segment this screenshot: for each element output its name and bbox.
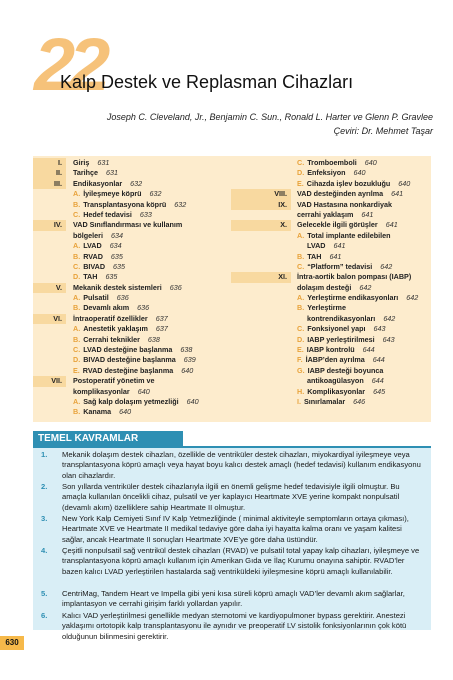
toc-letter: C. (297, 261, 305, 271)
toc-entry-text (73, 303, 149, 313)
toc-page-number: 639 (183, 355, 196, 365)
key-concept-text: Kalıcı VAD yerleştirilmesi genellikle medyan sternotomi ve kardiyopulmoner bypass gerektirir. Anestezi yaklaşımı ortotopik kalp transplantasyonu ile aynıdır ve preoperatif LV sistolik fonksiyonlarının çok kötü olduğunun bilinmesini gerektirir. (62, 611, 407, 641)
toc-page-number: 645 (373, 386, 386, 396)
key-concept-text: New York Kalp Cemiyeti Sınıf IV Kalp Yetmezliğinde ( minimal aktiviteyle semptomların ortaya çıkması), Heartmate XVE ve Heartmate II medikal tedaviye göre daha iyi hayatta kalma oranı ve yaşam kalitesi sağlar, ancak Heartmate II sonuçları Heartmate XVE’ye göre daha üstündür. (62, 514, 409, 544)
toc-letter: A. (297, 293, 305, 303)
toc-entry (231, 200, 431, 210)
toc-roman-numeral (231, 293, 291, 303)
toc-entry-text (73, 283, 182, 293)
toc-entry (33, 293, 233, 303)
toc-entry-text (297, 189, 403, 199)
toc-title: Fonksiyonel yapı (307, 324, 366, 334)
toc-title: RVAD desteğine başlanma (82, 365, 174, 375)
toc-roman-numeral (33, 366, 66, 376)
toc-letter: B. (297, 251, 305, 261)
toc-entry (231, 345, 431, 355)
toc-entry-text (73, 345, 192, 355)
toc-title: Hedef tedavisi (83, 209, 132, 219)
toc-page-number: 632 (130, 178, 143, 188)
toc-entry-text (73, 252, 123, 262)
chapter-translator: Çeviri: Dr. Mehmet Taşar (333, 126, 433, 136)
toc-entry (33, 179, 233, 189)
key-concept-text: Son yıllarda ventriküler destek cihazlarıyla ilgili en önemli gelişme hedef tedavisiyle ilgili olmuştur. Bu amaçla kullanılan öncelikli cihaz, pulsatil ve yer kaplayıcı Heartmate XVE yerine kompakt nonpulsatil (devamlı akım) özelliklere sahip Heartmate II olmuştur. (62, 482, 400, 512)
key-concept-text: Çeşitli nonpulsatil sağ ventrikül destek cihazları (RVAD) ve pulsatil total yapay kalp cihazları, iyileşmeye ve transplantasyona köprü amaçlı kullanım için Amerikan Gıda ve İlaç Kurumu onayına sahiptir. RVAD’ler bazen kalıcı LVAD yerleştirilen hastalarda sağ ventriküldeki iyileşmesine köprü amaçlı kullanılabilir. (62, 546, 420, 576)
toc-entry-text (297, 376, 384, 386)
toc-entry (33, 189, 233, 199)
toc-page-number: 640 (137, 386, 150, 396)
toc-title: İntraoperatif özellikler (73, 313, 148, 323)
toc-roman-numeral: II. (33, 168, 66, 178)
page-number: 630 (0, 636, 24, 650)
toc-entry (33, 252, 233, 262)
toc-letter: A. (297, 230, 305, 240)
toc-roman-numeral (231, 397, 291, 407)
toc-entry-text (297, 314, 395, 324)
toc-letter: A. (73, 293, 81, 303)
toc-page-number: 643 (373, 324, 386, 334)
toc-letter: D. (297, 168, 305, 178)
toc-page-number: 633 (139, 209, 152, 219)
toc-letter: F. (297, 355, 303, 365)
toc-title: RVAD (83, 251, 103, 261)
toc-letter: A. (73, 396, 81, 406)
toc-entry (33, 397, 233, 407)
toc-roman-numeral (231, 314, 291, 324)
toc-entry (33, 158, 233, 168)
toc-letter: E. (73, 365, 80, 375)
toc-title: VAD Sınıflandırması ve kullanım (73, 220, 183, 230)
toc-entry-text (297, 252, 341, 262)
toc-entry-text (73, 314, 168, 324)
toc-title: LVAD (83, 241, 102, 251)
toc-entry-text (297, 345, 375, 355)
toc-entry-text (73, 355, 196, 365)
toc-entry (231, 168, 431, 178)
toc-entry (231, 376, 431, 386)
toc-roman-numeral: XI. (231, 272, 291, 282)
toc-title: Devamlı akım (83, 303, 130, 313)
toc-roman-numeral (33, 200, 66, 210)
toc-entry-text (73, 293, 129, 303)
toc-roman-numeral (33, 293, 66, 303)
toc-entry (33, 241, 233, 251)
toc-entry (231, 272, 431, 282)
toc-entry (231, 252, 431, 262)
toc-entry-text (297, 303, 346, 313)
toc-entry (231, 241, 431, 251)
toc-roman-numeral (33, 324, 66, 334)
toc-title: Cihazda işlev bozukluğu (306, 178, 391, 188)
toc-letter: I. (297, 396, 301, 406)
toc-roman-numeral (33, 210, 66, 220)
toc-title: Endikasyonlar (73, 178, 123, 188)
toc-title: Total implante edilebilen (307, 230, 391, 240)
toc-entry-text (297, 231, 391, 241)
toc-page-number: 638 (147, 334, 160, 344)
toc-roman-numeral: III. (33, 179, 66, 189)
toc-roman-numeral (33, 345, 66, 355)
toc-page-number: 637 (155, 324, 168, 334)
toc-entry-text (297, 210, 373, 220)
key-concept-number: 4. (41, 546, 48, 555)
toc-roman-numeral (231, 376, 291, 386)
toc-entry (231, 220, 431, 230)
toc-roman-numeral (231, 241, 291, 251)
toc-roman-numeral (33, 407, 66, 417)
toc-entry (231, 262, 431, 272)
toc-title: TAH (83, 272, 98, 282)
toc-title: Tarihçe (73, 168, 99, 178)
toc-letter: D. (73, 272, 81, 282)
toc-entry (33, 220, 233, 230)
toc-letter: H. (297, 386, 305, 396)
toc-entry-text (73, 158, 109, 168)
toc-title: Yerleştirme (307, 303, 346, 313)
toc-roman-numeral (231, 231, 291, 241)
toc-roman-numeral (231, 252, 291, 262)
toc-letter: E. (297, 345, 304, 355)
toc-title: TAH (307, 251, 322, 261)
toc-letter: A. (73, 324, 81, 334)
toc-letter: A. (73, 189, 81, 199)
toc-letter: C. (297, 324, 305, 334)
toc-page-number: 635 (113, 261, 126, 271)
toc-entry-text (73, 335, 160, 345)
toc-page-number: 631 (106, 168, 119, 178)
toc-roman-numeral (33, 262, 66, 272)
toc-entry-text (297, 168, 366, 178)
toc-entry (33, 387, 233, 397)
toc-entry-text (73, 231, 123, 241)
toc-roman-numeral: VI. (33, 314, 66, 324)
toc-roman-numeral (33, 387, 66, 397)
toc-page-number: 641 (361, 209, 374, 219)
toc-entry-text (73, 272, 117, 282)
toc-title: BIVAD (83, 261, 106, 271)
toc-entry-text (73, 387, 150, 397)
toc-entry-text (73, 168, 118, 178)
toc-title: Sağ kalp dolaşım yetmezliği (83, 396, 179, 406)
table-of-contents (33, 156, 431, 422)
toc-page-number: 632 (174, 199, 187, 209)
toc-entry-text (73, 366, 193, 376)
toc-entry (231, 231, 431, 241)
key-concept-number: 1. (41, 450, 48, 459)
toc-entry (33, 283, 233, 293)
toc-entry-text (73, 179, 142, 189)
toc-entry (33, 366, 233, 376)
toc-entry-text (297, 262, 392, 272)
toc-entry (231, 335, 431, 345)
toc-entry (231, 314, 431, 324)
toc-entry (33, 168, 233, 178)
toc-page-number: 640 (186, 396, 199, 406)
toc-roman-numeral (33, 303, 66, 313)
toc-roman-numeral: X. (231, 220, 291, 230)
chapter-number: 22 (34, 23, 105, 106)
toc-entry (33, 210, 233, 220)
key-concepts-box (33, 448, 431, 641)
toc-page-number: 641 (333, 241, 346, 251)
toc-title: İyileşmeye köprü (83, 189, 142, 199)
toc-letter: C. (73, 209, 81, 219)
toc-entry (231, 397, 431, 407)
toc-title: VAD desteğinden ayrılma (297, 189, 384, 199)
toc-title: bölgeleri (73, 230, 103, 240)
toc-entry-text (297, 158, 377, 168)
toc-page-number: 642 (383, 313, 396, 323)
toc-roman-numeral (231, 324, 291, 334)
toc-page-number: 640 (181, 365, 194, 375)
toc-letter: A. (73, 241, 81, 251)
toc-title: Tromboemboli (307, 158, 357, 167)
toc-page-number: 641 (329, 251, 342, 261)
toc-letter: D. (297, 334, 305, 344)
toc-entry (231, 179, 431, 189)
toc-roman-numeral (33, 272, 66, 282)
toc-letter: D. (73, 355, 81, 365)
toc-roman-numeral (33, 335, 66, 345)
toc-entry-text (297, 366, 383, 376)
toc-page-number: 637 (155, 313, 168, 323)
key-concept-number: 5. (41, 589, 48, 598)
toc-page-number: 640 (398, 178, 411, 188)
toc-entry (231, 387, 431, 397)
toc-entry (33, 231, 233, 241)
toc-entry (33, 314, 233, 324)
key-concept-number: 6. (41, 611, 48, 620)
toc-title: Anestetik yaklaşım (83, 324, 148, 334)
toc-column-left (33, 158, 233, 418)
toc-entry-text (73, 262, 125, 272)
toc-title: Postoperatif yönetim ve (73, 376, 155, 386)
toc-entry-text (73, 376, 154, 386)
toc-title: İABP’den ayrılma (305, 355, 365, 365)
toc-title: VAD Hastasına nonkardiyak (297, 199, 392, 209)
toc-roman-numeral (33, 189, 66, 199)
toc-page-number: 641 (391, 189, 404, 199)
toc-entry (33, 272, 233, 282)
toc-title: Enfeksiyon (307, 168, 346, 178)
key-concept-text: CentriMag, Tandem Heart ve Impella gibi yeni kısa süreli köprü amaçlı VAD’ler devamlı akım sağlarlar, implantasyon ve cerrahi girişim farklı yollardan yapılır. (62, 589, 405, 609)
toc-title: Komplikasyonlar (307, 386, 366, 396)
toc-page-number: 635 (110, 251, 123, 261)
toc-entry-text (73, 324, 168, 334)
toc-roman-numeral (231, 168, 291, 178)
toc-entry-text (297, 387, 385, 397)
toc-title: LVAD (307, 241, 326, 251)
toc-entry-text (297, 283, 371, 293)
toc-roman-numeral (231, 283, 291, 293)
chapter-title: Kalp Destek ve Replasman Cihazları (60, 72, 354, 92)
toc-page-number: 642 (359, 282, 372, 292)
toc-page-number: 631 (97, 158, 110, 167)
toc-title: IABP yerleştirilmesi (307, 334, 375, 344)
toc-roman-numeral (33, 231, 66, 241)
toc-roman-numeral: V. (33, 283, 66, 293)
toc-page-number: 640 (119, 407, 132, 417)
toc-entry-text (73, 407, 131, 417)
toc-letter: C. (73, 345, 81, 355)
toc-entry-text (73, 241, 122, 251)
toc-page-number: 634 (110, 230, 123, 240)
toc-page-number: 638 (180, 345, 193, 355)
toc-title: Kanama (83, 407, 112, 417)
toc-entry (33, 376, 233, 386)
toc-entry (231, 210, 431, 220)
toc-title: Giriş (73, 158, 90, 167)
toc-title: cerrahi yaklaşım (297, 209, 354, 219)
toc-page-number: 641 (385, 220, 398, 230)
toc-title: Sınırlamalar (304, 396, 346, 406)
toc-roman-numeral (231, 158, 291, 168)
toc-title: Pulsatil (83, 293, 109, 303)
toc-roman-numeral (231, 303, 291, 313)
toc-title: “Platform” tedavisi (307, 261, 373, 271)
toc-title: IABP desteği boyunca (307, 365, 384, 375)
key-concept-number: 2. (41, 482, 48, 491)
toc-entry-text (73, 200, 186, 210)
toc-roman-numeral: IV. (33, 220, 66, 230)
toc-roman-numeral: VIII. (231, 189, 291, 199)
toc-page-number: 640 (364, 158, 377, 167)
toc-column-right (231, 158, 431, 407)
toc-page-number: 643 (382, 334, 395, 344)
toc-page-number: 644 (362, 345, 375, 355)
toc-entry-text (297, 241, 346, 251)
toc-letter: B. (73, 334, 81, 344)
toc-letter: B. (73, 199, 81, 209)
toc-letter: B. (73, 251, 81, 261)
toc-entry-text (73, 397, 199, 407)
toc-entry (33, 303, 233, 313)
toc-roman-numeral (33, 355, 66, 365)
toc-entry (231, 283, 431, 293)
toc-title: Cerrahi teknikler (83, 334, 140, 344)
toc-entry (231, 293, 431, 303)
toc-entry-text (297, 220, 398, 230)
toc-roman-numeral (33, 241, 66, 251)
toc-entry (33, 355, 233, 365)
toc-entry-text (73, 189, 162, 199)
toc-entry (33, 345, 233, 355)
toc-entry (231, 189, 431, 199)
toc-title: antikoagülasyon (307, 376, 364, 386)
toc-entry (231, 324, 431, 334)
toc-letter: B. (297, 303, 305, 313)
toc-entry-text (297, 179, 410, 189)
toc-entry (231, 355, 431, 365)
toc-roman-numeral (231, 262, 291, 272)
toc-entry (33, 262, 233, 272)
toc-roman-numeral (231, 179, 291, 189)
toc-letter: C. (297, 158, 305, 167)
toc-page-number: 644 (372, 355, 385, 365)
toc-entry-text (297, 293, 418, 303)
toc-entry-text (297, 397, 365, 407)
toc-letter: C. (73, 261, 81, 271)
key-concept-number: 3. (41, 514, 48, 523)
toc-entry-text (73, 210, 152, 220)
toc-page-number: 635 (105, 272, 118, 282)
toc-page-number: 644 (371, 376, 384, 386)
toc-roman-numeral: IX. (231, 200, 291, 210)
toc-entry-text (297, 355, 385, 365)
chapter-authors: Joseph C. Cleveland, Jr., Benjamin C. Sun., Ronald L. Harter ve Glenn P. Gravlee (106, 112, 433, 122)
toc-title: LVAD desteğine başlanma (83, 345, 173, 355)
toc-page-number: 636 (116, 293, 129, 303)
toc-page-number: 634 (109, 241, 122, 251)
toc-entry (33, 335, 233, 345)
toc-letter: E. (297, 178, 304, 188)
toc-title: Mekanik destek sistemleri (73, 282, 162, 292)
toc-entry (33, 200, 233, 210)
toc-roman-numeral (231, 335, 291, 345)
toc-page-number: 636 (137, 303, 150, 313)
toc-entry-text (297, 324, 386, 334)
toc-roman-numeral (231, 387, 291, 397)
toc-letter: B. (73, 303, 81, 313)
toc-entry-text (297, 335, 395, 345)
toc-title: IABP kontrolü (306, 345, 355, 355)
toc-roman-numeral (33, 397, 66, 407)
key-concept-text: Mekanik dolaşım destek cihazları, özellikle de ventriküler destek cihazları, miyokardiyal iyileşmeye veya transplantasyona köprü amaçlı veya hayat boyu kalıcı destek amaçlı (hedef tedavisi) kullanım endikasyonu olan cihazlardır. (62, 450, 421, 480)
toc-letter: G. (297, 365, 305, 375)
toc-title: Yerleştirme endikasyonları (307, 293, 399, 303)
toc-entry (231, 303, 431, 313)
toc-roman-numeral (231, 355, 291, 365)
toc-entry (33, 324, 233, 334)
toc-entry-text (73, 220, 182, 230)
toc-entry (231, 158, 431, 168)
toc-entry (33, 407, 233, 417)
toc-title: BIVAD desteğine başlanma (83, 355, 176, 365)
key-concepts-header: TEMEL KAVRAMLAR (33, 431, 183, 447)
toc-page-number: 642 (406, 293, 419, 303)
toc-title: Gelecekle ilgili görüşler (297, 220, 378, 230)
toc-entry-text (297, 200, 392, 210)
toc-title: İntra-aortik balon pompası (IABP) (297, 272, 412, 282)
toc-roman-numeral: I. (33, 158, 66, 168)
toc-letter: B. (73, 407, 81, 417)
toc-title: dolaşım desteği (297, 282, 352, 292)
toc-page-number: 632 (149, 189, 162, 199)
toc-page-number: 640 (353, 168, 366, 178)
toc-roman-numeral: VII. (33, 376, 66, 386)
toc-roman-numeral (33, 252, 66, 262)
toc-title: Transplantasyona köprü (83, 199, 167, 209)
toc-page-number: 636 (169, 282, 182, 292)
toc-roman-numeral (231, 210, 291, 220)
toc-entry (231, 366, 431, 376)
toc-entry-text (297, 272, 411, 282)
toc-roman-numeral (231, 366, 291, 376)
toc-title: kontrendikasyonları (307, 313, 376, 323)
toc-title: komplikasyonlar (73, 386, 130, 396)
toc-page-number: 642 (380, 261, 393, 271)
toc-roman-numeral (231, 345, 291, 355)
toc-page-number: 646 (353, 396, 366, 406)
